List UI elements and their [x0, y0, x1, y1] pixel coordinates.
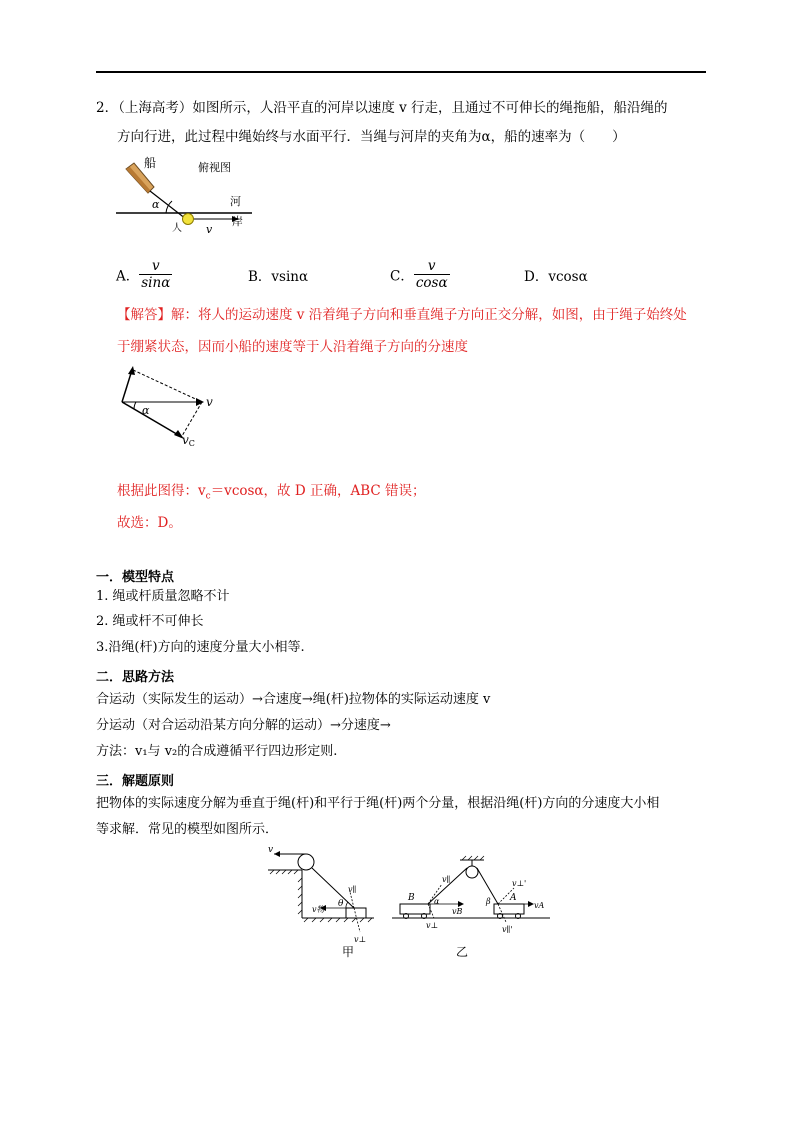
section-1-item-3: 3.沿绳(杆)方向的速度分量大小相等.	[96, 640, 305, 655]
option-d[interactable]: D．vcosα	[524, 269, 588, 285]
option-c-numerator: v	[427, 258, 436, 274]
model-jia	[268, 851, 374, 932]
option-c-fraction	[414, 258, 450, 291]
solution-tag: 【解答】	[117, 307, 171, 323]
section-1-item-1: 1. 绳或杆质量忽略不计	[96, 589, 230, 604]
option-b[interactable]: B．vsinα	[248, 269, 309, 285]
section-2-line-2: 分运动（对合运动沿某方向分解的运动）→分速度→	[96, 718, 391, 733]
solution-answer: 故选：D。	[117, 515, 182, 531]
yi-label: 乙	[456, 945, 469, 959]
yi-vperp-label: v⊥	[426, 921, 439, 930]
section-1-item-2: 2. 绳或杆不可伸长	[96, 614, 204, 629]
section-1-title: 一．模型特点	[96, 570, 175, 585]
yi-B-label: B	[408, 893, 415, 903]
yi-vB-label: vB	[452, 907, 463, 916]
jia-v-label: v	[268, 845, 274, 855]
person-label: 人	[172, 223, 182, 234]
vector-decomposition-figure	[112, 362, 222, 452]
option-c-denominator: cosα	[415, 275, 448, 291]
jia-vobj-label: v物	[312, 905, 325, 914]
top-view-label: 俯视图	[198, 161, 231, 174]
section-3-title: 三．解题原则	[96, 774, 175, 789]
option-a-numerator: v	[151, 258, 160, 274]
option-c[interactable]	[390, 258, 450, 291]
section-2-line-1: 合运动（实际发生的运动）→合速度→绳(杆)拉物体的实际运动速度 v	[96, 692, 491, 707]
solution-text-1: 解：将人的运动速度 v 沿着绳子方向和垂直绳子方向正交分解，如图，由于绳子始终处	[171, 307, 687, 323]
section-2-line-3: 方法：v₁与 v₂的合成遵循平行四边形定则.	[96, 744, 338, 759]
option-a-fraction	[139, 258, 172, 291]
option-a-label: A．	[116, 268, 140, 285]
v-label-2: v	[206, 395, 213, 409]
vc-vector	[122, 402, 180, 436]
result-subscript: c	[205, 491, 211, 502]
section-2-title: 二．思路方法	[96, 670, 175, 685]
dashed-line-1	[133, 370, 202, 402]
option-a[interactable]	[116, 258, 172, 291]
alpha-arc-2	[134, 402, 136, 409]
header-rule	[96, 71, 706, 73]
yi-alpha-label: α	[434, 897, 440, 906]
question-line-2: 方向行进，此过程中绳始终与水面平行．当绳与河岸的夹角为α，船的速率为（ ）	[117, 129, 626, 145]
yi-vperp-A-label: v⊥'	[512, 879, 527, 888]
section-3-line-2: 等求解．常见的模型如图所示．	[96, 822, 279, 837]
v-label: v	[206, 223, 213, 236]
rope-models-figure	[262, 838, 552, 960]
jia-vpar-label: v∥	[348, 885, 357, 894]
river-label: 河	[230, 195, 241, 208]
model-yi	[392, 856, 550, 922]
vc-label: vC	[182, 433, 195, 448]
jia-label: 甲	[342, 945, 355, 959]
solution-line-2: 于绷紧状态，因而小船的速度等于人沿着绳子方向的分速度	[117, 339, 468, 355]
person-icon	[183, 214, 194, 225]
section-3-line-1: 把物体的实际速度分解为垂直于绳(杆)和平行于绳(杆)两个分量，根据沿绳(杆)方向的分速度大小相	[96, 796, 660, 811]
question-line-1	[96, 98, 668, 118]
alpha-label: α	[152, 198, 160, 211]
dashed-line-2	[182, 402, 202, 436]
question-number: 2．	[96, 100, 119, 116]
solution-result	[117, 481, 426, 507]
boat-tow-figure	[112, 155, 262, 245]
yi-A-label: A	[510, 893, 517, 903]
question-text-1: （上海高考）如图所示，人沿平直的河岸以速度 v 行走，且通过不可伸长的绳拖船，船沿绳的	[118, 100, 668, 116]
yi-beta-label: β	[486, 897, 491, 906]
option-c-label: C．	[390, 268, 414, 285]
yi-vpar-A-label: v∥'	[502, 925, 513, 934]
solution-line-1	[117, 305, 687, 325]
jia-vperp-label: v⊥	[354, 935, 367, 944]
alpha-label-2: α	[142, 404, 150, 417]
result-prefix: 根据此图得：v	[117, 483, 206, 499]
perp-component	[122, 370, 132, 402]
bank-label: 岸	[232, 215, 243, 228]
option-a-denominator: sinα	[141, 275, 171, 291]
jia-theta-label: θ	[338, 899, 344, 909]
boat-label: 船	[144, 156, 157, 170]
yi-vA-label: vA	[534, 901, 545, 910]
yi-vpar-label: v∥	[442, 875, 451, 884]
result-rest: ＝vcosα，故 D 正确，ABC 错误；	[210, 483, 426, 499]
